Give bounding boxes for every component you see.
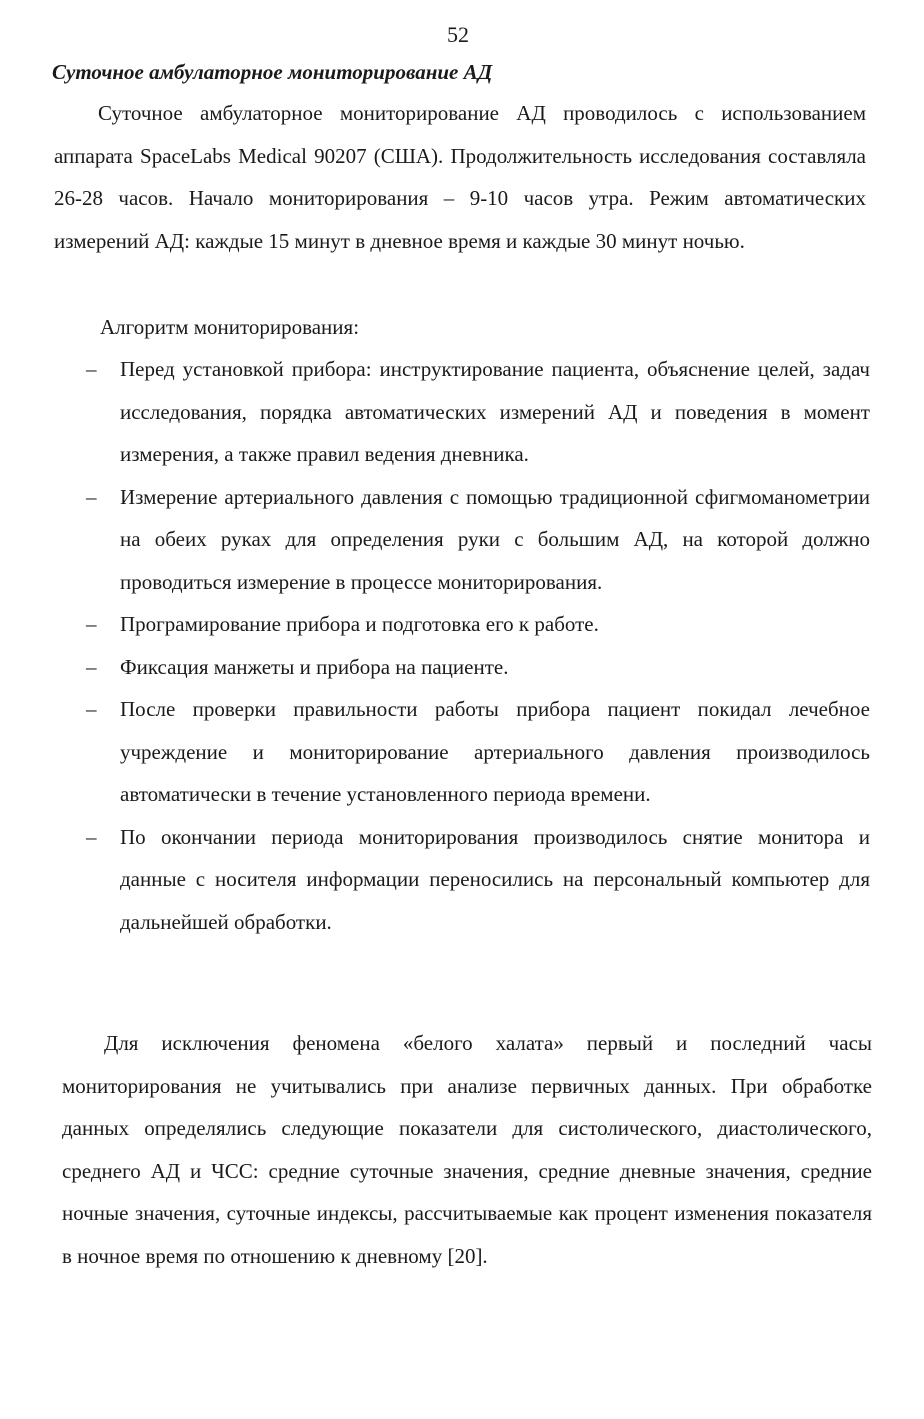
list-item: [86, 348, 870, 476]
list-dash-marker: –: [86, 654, 97, 679]
list-item-text: Измерение артериального давления с помощью традиционной сфигмоманометрии на обеих руках для определения руки с большим АД, на которой должно проводиться измерение в процессе мониторирования.: [120, 484, 870, 594]
section-heading: Суточное амбулаторное мониторирование АД: [52, 60, 493, 84]
list-dash-marker: –: [86, 824, 97, 849]
list-item-text: Фиксация манжеты и прибора на пациенте.: [120, 654, 509, 679]
list-dash-marker: –: [86, 484, 97, 509]
algorithm-steps-list: [86, 348, 870, 943]
list-item-text: По окончании периода мониторирования производилось снятие монитора и данные с носителя информации переносились на персональный компьютер для дальнейшей обработки.: [120, 824, 870, 934]
list-item: [86, 646, 870, 689]
list-item-text: Програмирование прибора и подготовка его к работе.: [120, 612, 599, 636]
list-item: [86, 476, 870, 604]
list-dash-marker: –: [86, 697, 97, 721]
list-item: [86, 603, 870, 646]
list-item: [86, 816, 870, 944]
closing-paragraph: Для исключения феномена «белого халата» первый и последний часы мониторирования не учитывались при анализе первичных данных. При обработке данных определялись следующие показатели для систолического, диастолического, среднего АД и ЧСС: средние суточные значения, средние дневные значения, средние ночные значения, суточные индексы, рассчитываемые как процент изменения показателя в ночное время по отношению к дневному [20].: [62, 1031, 872, 1268]
page-number: 52: [447, 22, 469, 47]
list-dash-marker: –: [86, 357, 97, 381]
list-dash-marker: –: [86, 612, 97, 636]
intro-paragraph: Суточное амбулаторное мониторирование АД проводилось с использованием аппарата SpaceLabs Medical 90207 (США). Продолжительность исследования составляла 26-28 часов. Начало мониторирования – 9-10 часов утра. Режим автоматических измерений АД: каждые 15 минут в дневное время и каждые 30 минут ночью.: [54, 101, 866, 253]
list-item-text: После проверки правильности работы прибора пациент покидал лечебное учреждение и мониторирование артериального давления производилось автоматически в течение установленного периода времени.: [120, 697, 870, 806]
algorithm-label: Алгоритм мониторирования:: [100, 315, 360, 339]
list-item-text: Перед установкой прибора: инструктирование пациента, объяснение целей, задач исследования, порядка автоматических измерений АД и поведения в момент измерения, а также правил ведения дневника.: [120, 357, 870, 466]
list-item: [86, 688, 870, 816]
